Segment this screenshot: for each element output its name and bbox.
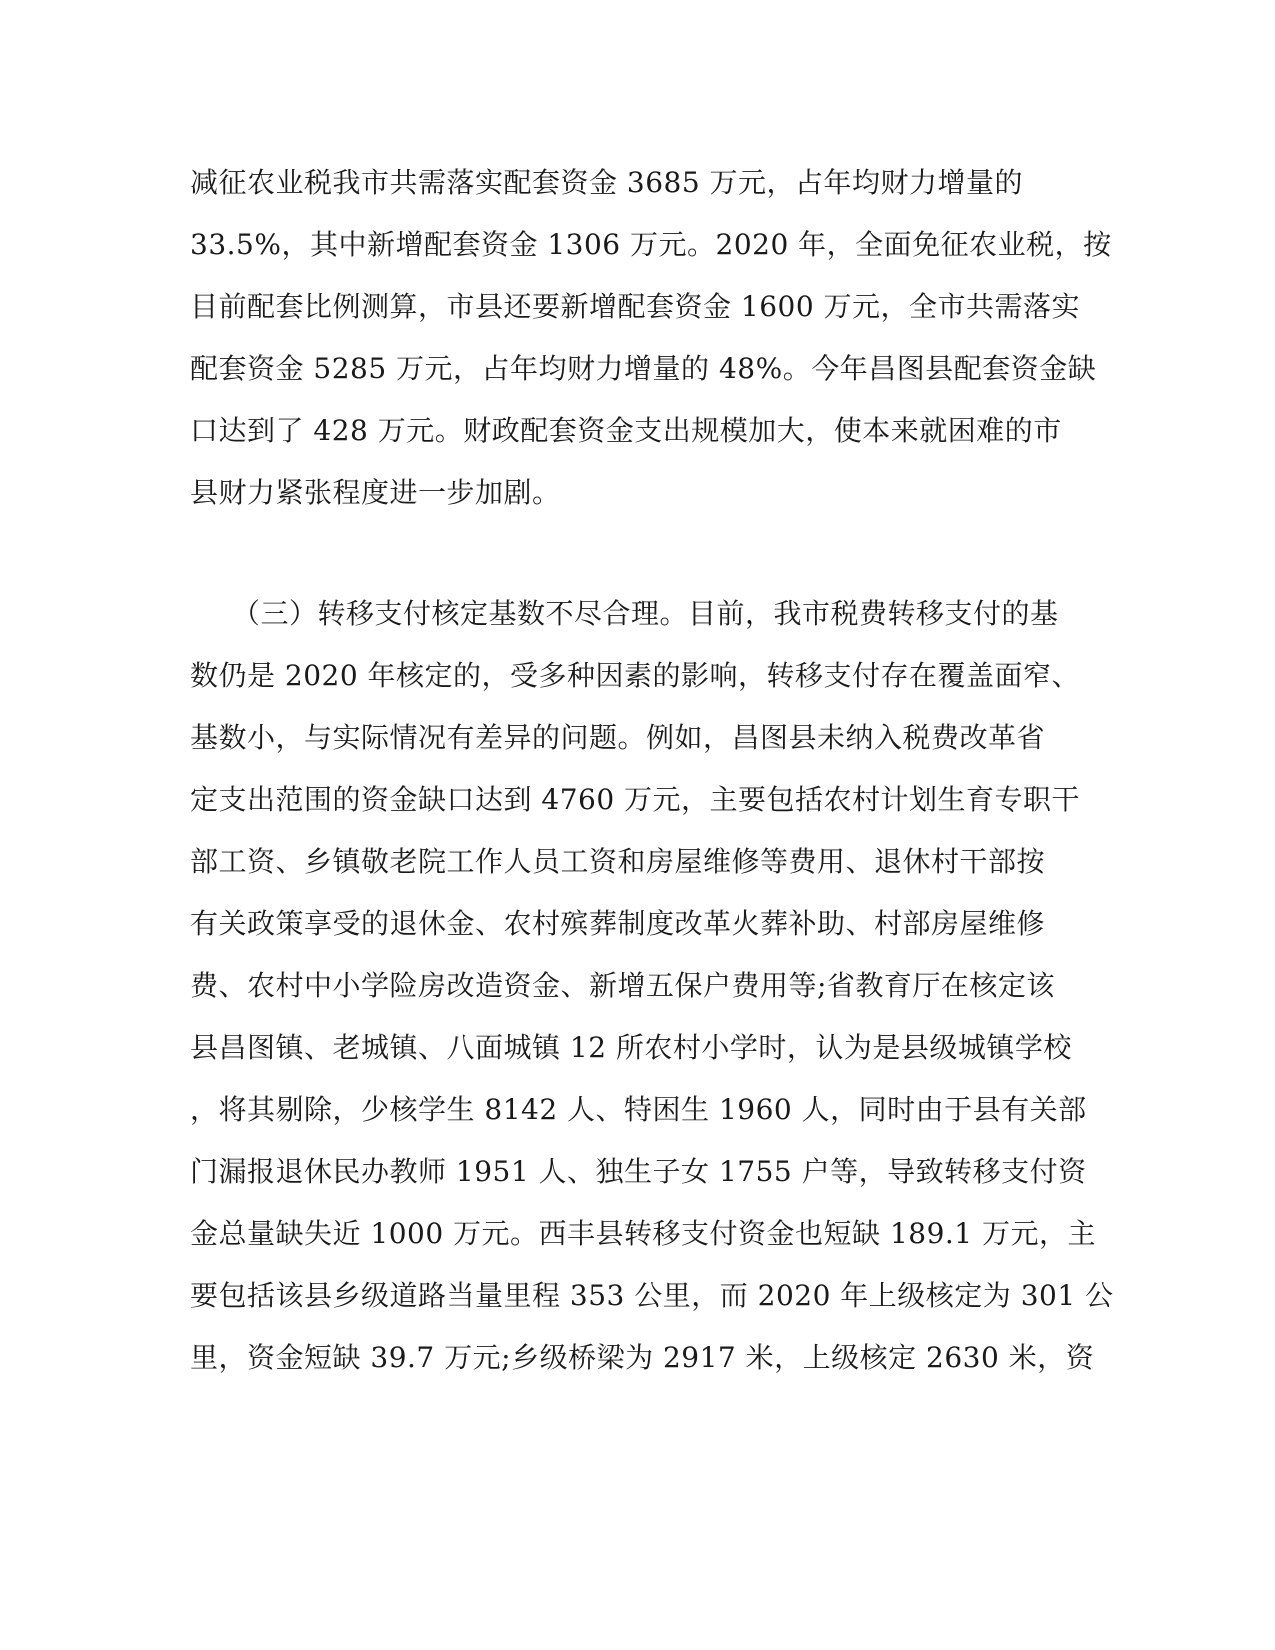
- paragraph-2-line-6: 有关政策享受的退休金、农村殡葬制度改革火葬补助、村部房屋维修: [190, 907, 1046, 940]
- paragraph-1-line-5: 口达到了 428 万元。财政配套资金支出规模加大，使本来就困难的市: [190, 414, 1062, 447]
- paragraph-2-line-8: 县昌图镇、老城镇、八面城镇 12 所农村小学时，认为是县级城镇学校: [190, 1031, 1072, 1064]
- paragraph-1-line-2: 33.5%，其中新增配套资金 1306 万元。2020 年，全面免征农业税，按: [190, 228, 1112, 261]
- paragraph-2-line-5: 部工资、乡镇敬老院工作人员工资和房屋维修等费用、退休村干部按: [190, 845, 1046, 878]
- paragraph-2-line-13: 里，资金短缺 39.7 万元;乡级桥梁为 2917 米，上级核定 2630 米，资: [190, 1341, 1095, 1374]
- paragraph-2-line-4: 定支出范围的资金缺口达到 4760 万元，主要包括农村计划生育专职干: [190, 783, 1081, 816]
- paragraph-2-line-1: （三）转移支付核定基数不尽合理。目前，我市税费转移支付的基: [232, 597, 1059, 630]
- paragraph-2-line-7: 费、农村中小学险房改造资金、新增五保户费用等;省教育厅在核定该: [190, 969, 1055, 1002]
- paragraph-2-line-12: 要包括该县乡级道路当量里程 353 公里，而 2020 年上级核定为 301 公: [190, 1279, 1114, 1312]
- paragraph-2-line-10: 门漏报退休民办教师 1951 人、独生子女 1755 户等，导致转移支付资: [190, 1155, 1087, 1188]
- paragraph-2-line-2: 数仍是 2020 年核定的，受多种因素的影响，转移支付存在覆盖面窄、: [190, 659, 1081, 692]
- paragraph-1-line-6: 县财力紧张程度进一步加剧。: [190, 476, 561, 509]
- paragraph-1-line-4: 配套资金 5285 万元，占年均财力增量的 48%。今年昌图县配套资金缺: [190, 352, 1097, 385]
- paragraph-2-line-11: 金总量缺失近 1000 万元。西丰县转移支付资金也短缺 189.1 万元，主: [190, 1217, 1097, 1250]
- paragraph-1-line-1: 减征农业税我市共需落实配套资金 3685 万元，占年均财力增量的: [190, 166, 1024, 199]
- paragraph-2-line-3: 基数小，与实际情况有差异的问题。例如，昌图县未纳入税费改革省: [190, 721, 1046, 754]
- paragraph-2-line-9: ，将其剔除，少核学生 8142 人、特困生 1960 人，同时由于县有关部: [190, 1093, 1087, 1126]
- paragraph-1-line-3: 目前配套比例测算，市县还要新增配套资金 1600 万元，全市共需落实: [190, 290, 1081, 323]
